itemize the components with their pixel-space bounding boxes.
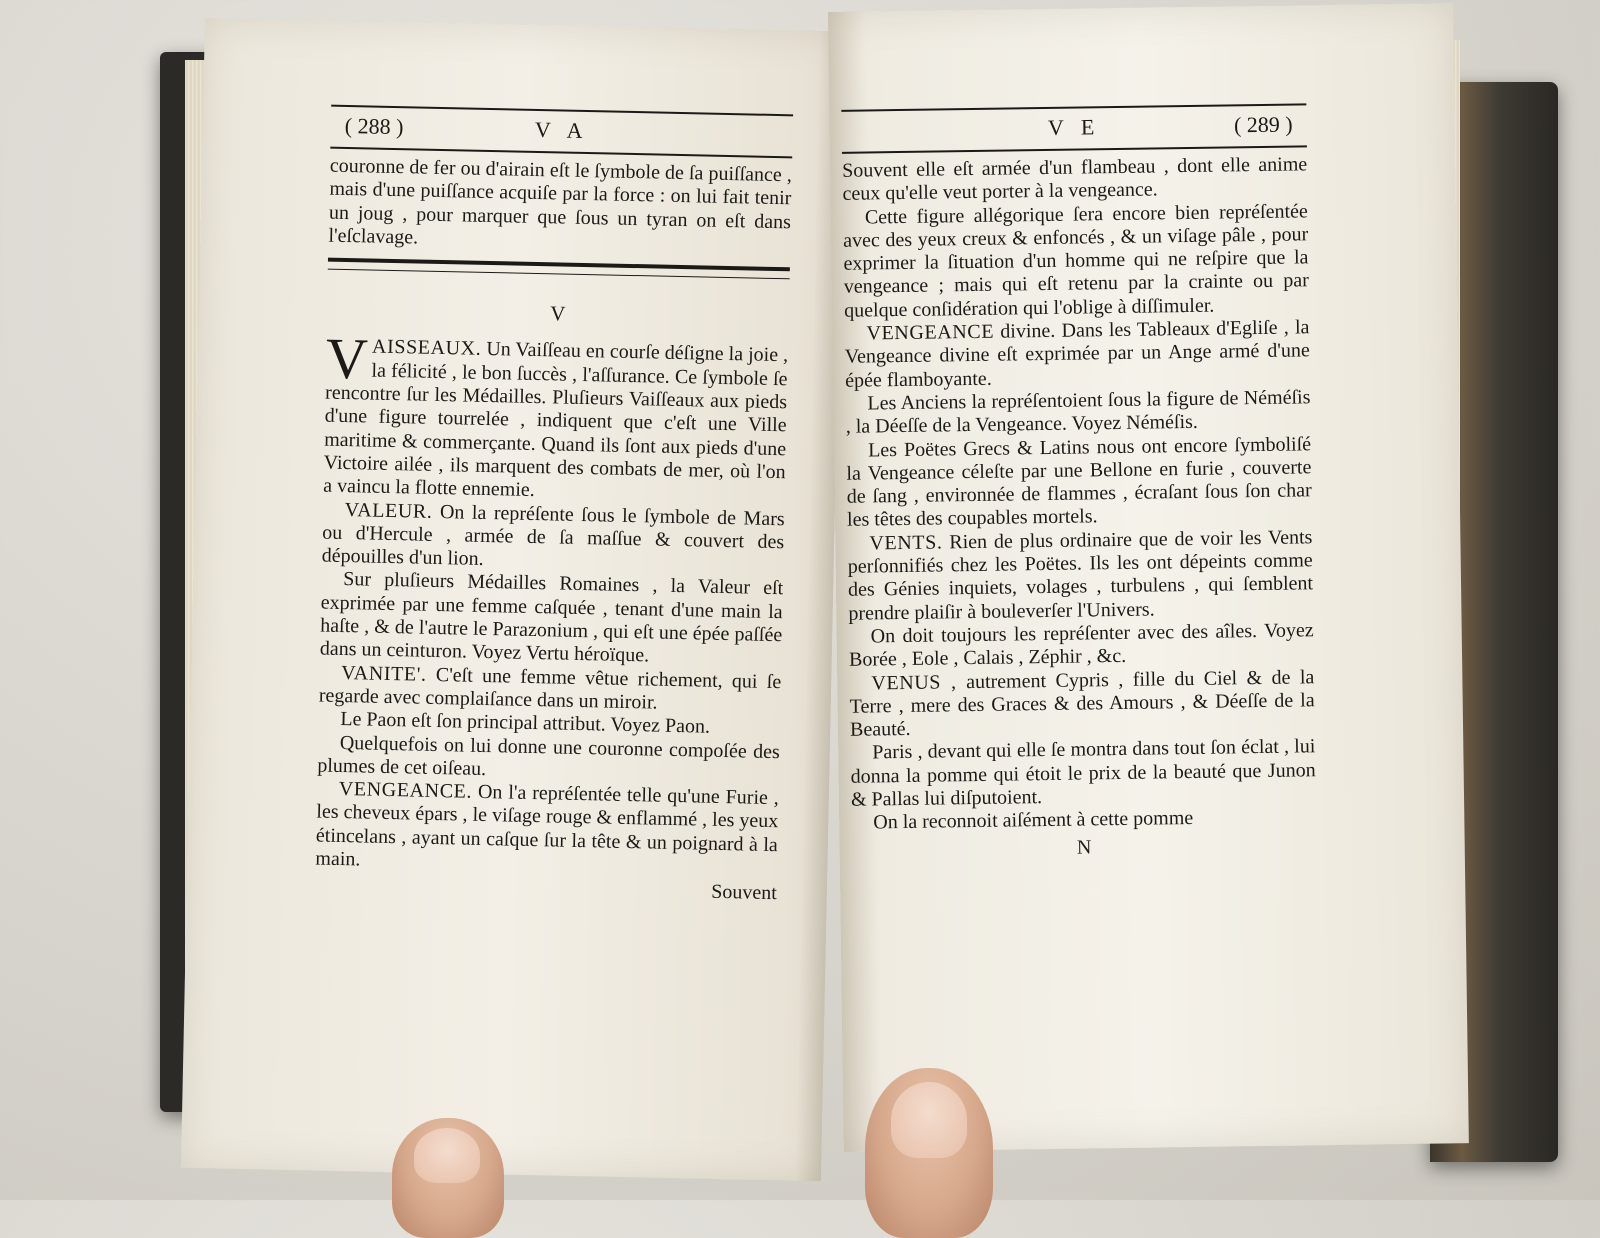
drop-cap: V bbox=[325, 326, 369, 392]
thumbnail-nail bbox=[414, 1128, 480, 1183]
paragraph: Paris , devant qui elle ſe montra dans tout ſon éclat , lui donna la pomme qui étoit le prix de la beauté que Junon & Pallas lui diſputoient. bbox=[850, 735, 1316, 811]
right-page-body bbox=[842, 153, 1317, 862]
entry-head: AISSEAUX. bbox=[371, 336, 482, 361]
left-page-body bbox=[315, 155, 792, 906]
running-head: V E bbox=[1047, 114, 1101, 140]
section-divider bbox=[328, 258, 790, 280]
paragraph: On doit toujours les repréſenter avec des aîles. Voyez Borée , Eole , Calais , Zéphir , &c. bbox=[848, 619, 1314, 672]
right-page bbox=[828, 3, 1469, 1152]
running-head: V A bbox=[534, 116, 589, 144]
left-page-header bbox=[330, 105, 793, 159]
paragraph: Les Anciens la repréſentoient ſous la figure de Néméſis , la Déeſſe de la Vengeance. Voyez Néméſis. bbox=[845, 386, 1311, 439]
entry-head: VENGEANCE bbox=[866, 320, 995, 345]
entry-text: Un Vaiſſeau en courſe déſigne la joie , la félicité , le bon ſuccès , l'aſſurance. Ce ſymbole ſe rencontre ſur les Médailles. Pluſieurs Vaiſſeaux aux pieds d'une figure tourrelée , indiquent que c'eſt une Ville maritime & commerçante. Quand ils ſont aux pieds d'une Victoire ailée , ils marquent des combats de mer, où l'on a vaincu la flotte ennemie. bbox=[322, 338, 789, 502]
entry-text: C'eſt une femme vêtue richement, qui ſe regarde avec complaiſance dans un miroir. bbox=[318, 663, 782, 714]
entry-text: divine. Dans les Tableaux d'Egliſe , la Vengeance divine eſt exprimée par un Ange armé d'une épée flamboyante. bbox=[844, 316, 1310, 392]
section-letter: V bbox=[550, 301, 566, 326]
right-page-text-block bbox=[841, 103, 1316, 862]
page-number: ( 288 ) bbox=[344, 112, 404, 140]
entry-vaisseaux bbox=[322, 326, 789, 508]
entry-venus bbox=[849, 666, 1315, 742]
entry-vengeance-divine bbox=[844, 316, 1310, 392]
entry-text: autrement Cypris , fille du Ciel & de la Terre , mere des Graces & des Amours , & Déeſſe de la Beauté. bbox=[849, 665, 1315, 741]
entry-head: VANITE'. bbox=[341, 661, 427, 686]
entry-head: VENTS. bbox=[869, 531, 943, 555]
paragraph: Cette figure allégorique ſera encore bien repréſentée avec des yeux creux & enfoncés , & un viſage pâle , pour exprimer la ſituation d'un homme qui ne reſpire que la vengeance ; mais qui eſt retenu par la crainte ou par quelque conſidération qui l'oblige à diſſimuler. bbox=[843, 199, 1309, 322]
paragraph: On la reconnoit aiſément à cette pomme bbox=[873, 807, 1194, 834]
paragraph: Souvent elle eſt armée d'un flambeau , dont elle anime ceux qu'elle veut porter à la vengeance. bbox=[842, 153, 1308, 206]
thumb-right bbox=[865, 1068, 993, 1238]
entry-head: VENGEANCE. bbox=[338, 778, 473, 803]
page-number: ( 289 ) bbox=[1233, 111, 1293, 138]
paragraph: Le Paon eſt ſon principal attribut. Voyez Paon. bbox=[340, 708, 711, 738]
thumb-left bbox=[392, 1118, 504, 1238]
catchword: Souvent bbox=[711, 881, 778, 905]
thumbnail-nail bbox=[891, 1082, 967, 1158]
left-page-text-block bbox=[315, 105, 793, 906]
entry-text: On l'a repréſentée telle qu'une Furie , les cheveux épars , le viſage rouge & enflammé , les yeux étincelans , ayant un caſque ſur la tête & un poignard à la main. bbox=[315, 781, 780, 871]
entry-vengeance bbox=[315, 778, 779, 881]
left-page bbox=[181, 18, 845, 1181]
paragraph: Les Poëtes Grecs & Latins nous ont encore ſymboliſé la Vengeance céleſte par une Bellone en furie , couverte de ſang , environnée de flammes , écraſant ſous ſon char les têtes des coupables mortels. bbox=[846, 432, 1312, 532]
paragraph: Sur pluſieurs Médailles Romaines , la Valeur eſt exprimée par une femme caſquée , tenant d'une main la haſte , & de l'autre le Parazonium , qui eſt une épée paſſée dans un ceinturon. Voyez Vertu héroïque. bbox=[319, 568, 784, 667]
signature-mark: N bbox=[1076, 836, 1092, 859]
paragraph: Quelquefois on lui donne une couronne compoſée des plumes de cet oiſeau. bbox=[317, 731, 780, 780]
entry-head: VENUS , bbox=[871, 670, 957, 694]
entry-head: VALEUR. bbox=[344, 498, 433, 523]
entry-text: On la repréſente ſous le ſymbole de Mars ou d'Hercule , armée de ſa maſſue & couvert des dépouilles d'un lion. bbox=[321, 500, 785, 571]
entry-vents bbox=[847, 526, 1313, 626]
entry-valeur bbox=[322, 498, 785, 578]
paragraph: couronne de fer ou d'airain eſt le ſymbole de ſa puiſſance , mais d'une puiſſance acquiſe par la force : on lui fait tenir un joug , pour marquer que ſous un tyran on eſt dans l'eſclavage. bbox=[328, 154, 793, 249]
entry-text: Rien de plus ordinaire que de voir les Vents perſonnifiés chez les Poëtes. Ils les ont dépeints comme des Génies inquiets, volages , turbulens , qui ſemblent prendre plaiſir à bouleverſer l'Univers. bbox=[847, 526, 1314, 625]
right-page-header bbox=[841, 103, 1307, 153]
